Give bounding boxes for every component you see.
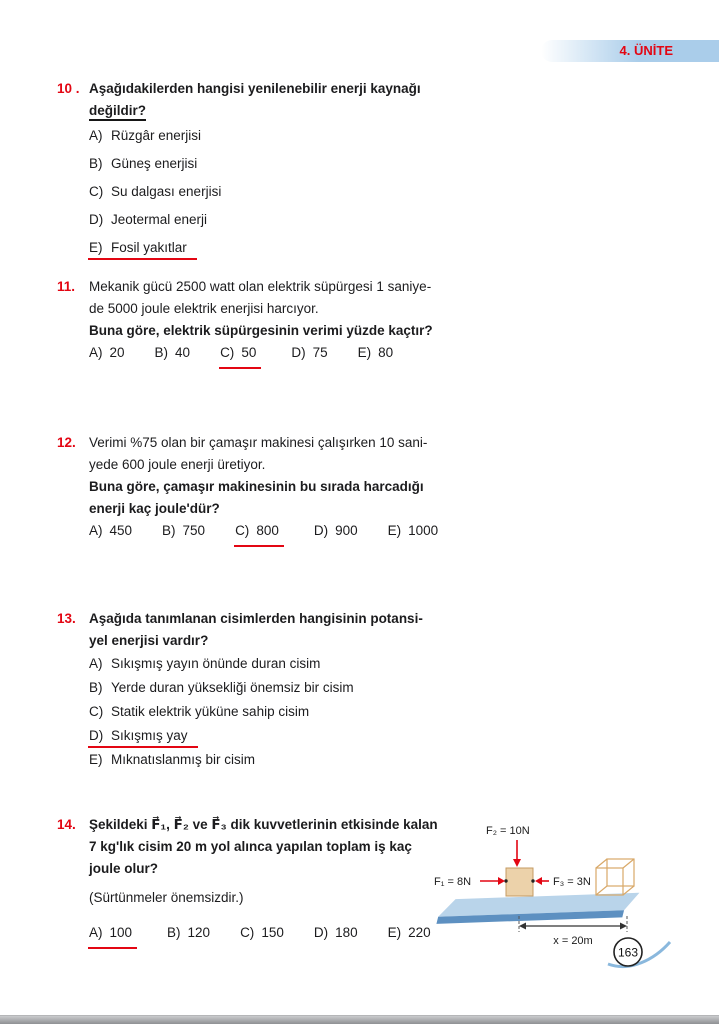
option-label: E) xyxy=(387,925,402,940)
f2-arrow xyxy=(513,840,521,867)
intro-line: Mekanik gücü 2500 watt olan elektrik süpürgesi 1 saniye- xyxy=(89,279,432,294)
option-content xyxy=(88,728,198,748)
option-content xyxy=(89,156,197,171)
option xyxy=(89,700,699,724)
unit-banner xyxy=(541,40,719,62)
option-text: Statik elektrik yüküne sahip cisim xyxy=(111,704,310,719)
option-text: 100 xyxy=(109,925,133,940)
option-label: D) xyxy=(313,523,329,538)
stem-line: Buna göre, elektrik süpürgesinin verimi yüzde kaçtır? xyxy=(89,323,433,338)
question-body xyxy=(89,276,699,369)
page-number-badge xyxy=(600,932,674,974)
question-stem xyxy=(89,608,699,652)
option-label: C) xyxy=(235,523,250,538)
option xyxy=(89,676,699,700)
option-label: C) xyxy=(220,345,235,360)
option-label: C) xyxy=(89,704,104,719)
intro-line: yede 600 joule enerji üretiyor. xyxy=(89,457,266,472)
option xyxy=(314,520,358,547)
stem-line: joule olur? xyxy=(89,861,158,876)
option-label: E) xyxy=(89,240,103,255)
option xyxy=(89,652,699,676)
question-13 xyxy=(57,608,699,772)
stem-line: Buna göre, çamaşır makinesinin bu sırada harcadığı xyxy=(89,479,424,494)
option xyxy=(89,520,132,547)
stem-line: yel enerjisi vardır? xyxy=(89,633,209,648)
question-number: 13. xyxy=(57,611,76,626)
stem-line: Aşağıdakilerden hangisi yenilenebilir enerji kaynağı xyxy=(89,81,421,96)
question-10 xyxy=(57,78,699,262)
option-label: E) xyxy=(357,345,372,360)
option-text: Jeotermal enerji xyxy=(111,212,208,227)
options-list xyxy=(89,122,699,262)
question-body xyxy=(89,608,699,772)
option xyxy=(388,922,431,949)
option-content xyxy=(89,656,320,671)
options-list xyxy=(89,652,699,772)
page-bottom-edge xyxy=(0,1015,719,1024)
option xyxy=(89,122,699,150)
platform xyxy=(436,893,641,924)
option-text: Yerde duran yüksekliği önemsiz bir cisim xyxy=(111,680,354,695)
option-text: 450 xyxy=(109,523,133,538)
stem-line: Aşağıda tanımlanan cisimlerden hangisinin potansi- xyxy=(89,611,423,626)
option-text: Sıkışmış yay xyxy=(111,728,188,743)
option-text: 40 xyxy=(175,345,191,360)
option-content xyxy=(88,240,197,260)
option-content xyxy=(89,212,207,227)
page-number: 163 xyxy=(617,945,639,960)
stem-line: enerji kaç joule'dür? xyxy=(89,501,220,516)
option-text: 120 xyxy=(187,925,211,940)
block xyxy=(506,868,533,896)
option xyxy=(89,342,125,369)
option-text: 220 xyxy=(408,925,431,940)
option-marked-answer xyxy=(219,342,261,369)
option-label: C) xyxy=(89,184,104,199)
option-text: 150 xyxy=(261,925,284,940)
question-intro xyxy=(89,432,699,476)
option xyxy=(89,748,699,772)
option-label: D) xyxy=(89,728,104,743)
target-cube xyxy=(596,859,634,895)
option xyxy=(162,520,205,547)
option-text: Rüzgâr enerjisi xyxy=(111,128,202,143)
option-text: 50 xyxy=(241,345,257,360)
option-text: 75 xyxy=(312,345,328,360)
question-12 xyxy=(57,432,699,547)
option-text: 180 xyxy=(335,925,358,940)
option-label: A) xyxy=(89,656,103,671)
stem-line xyxy=(89,100,699,122)
intro-line: de 5000 joule elektrik enerjisi harcıyor. xyxy=(89,301,319,316)
option-label: A) xyxy=(89,523,103,538)
f3-label: F₃ = 3N xyxy=(553,876,591,888)
option-content xyxy=(89,704,309,719)
option-label: A) xyxy=(89,128,103,143)
question-number: 12. xyxy=(57,435,76,450)
unit-banner-label: 4. ÜNİTE xyxy=(619,43,673,58)
option xyxy=(155,342,191,369)
option-text: Mıknatıslanmış bir cisim xyxy=(111,752,256,767)
option-text: 1000 xyxy=(408,523,439,538)
question-body xyxy=(89,432,699,547)
option xyxy=(89,206,699,234)
options-row xyxy=(89,342,699,369)
option xyxy=(89,150,699,178)
option-text: 800 xyxy=(256,523,279,538)
option-marked-answer xyxy=(89,234,699,262)
distance-label: x = 20m xyxy=(553,935,593,947)
question-11 xyxy=(57,276,699,369)
question-number: 11. xyxy=(57,279,76,294)
options-row xyxy=(89,520,699,547)
option-text: 900 xyxy=(335,523,358,538)
stem-line: 7 kg'lık cisim 20 m yol alınca yapılan toplam iş kaç xyxy=(89,839,412,854)
question-note: (Sürtünmeler önemsizdir.) xyxy=(89,890,244,905)
question-intro xyxy=(89,276,699,320)
block-hook-right xyxy=(531,879,534,882)
option-label: B) xyxy=(154,345,169,360)
option xyxy=(89,178,699,206)
option-marked-answer xyxy=(88,922,137,949)
option xyxy=(314,922,358,949)
question-number: 14. xyxy=(57,817,76,832)
option xyxy=(388,520,439,547)
option-label: D) xyxy=(313,925,329,940)
stem-line: Şekildeki F⃗₁, F⃗₂ ve F⃗₃ dik kuvvetlerinin etkisinde kalan xyxy=(89,817,438,832)
option-text: 750 xyxy=(182,523,206,538)
option xyxy=(167,922,210,949)
stem-underlined-word: değildir? xyxy=(89,103,146,121)
question-stem xyxy=(89,320,699,342)
option-text: Fosil yakıtlar xyxy=(111,240,187,255)
question-body xyxy=(89,78,699,262)
option-label: D) xyxy=(291,345,306,360)
option-text: Güneş enerjisi xyxy=(111,156,198,171)
option xyxy=(358,342,394,369)
option-label: A) xyxy=(89,925,103,940)
f1-arrow xyxy=(480,877,505,885)
option-content xyxy=(89,680,354,695)
option-label: B) xyxy=(89,156,103,171)
question-stem xyxy=(89,476,699,520)
option-label: C) xyxy=(240,925,255,940)
option-label: B) xyxy=(89,680,103,695)
option-text: Su dalgası enerjisi xyxy=(111,184,222,199)
question-number: 10 . xyxy=(57,81,80,96)
option-label: A) xyxy=(89,345,103,360)
option-content xyxy=(89,128,201,143)
option-text: 20 xyxy=(109,345,125,360)
option-text: 80 xyxy=(378,345,394,360)
intro-line: Verimi %75 olan bir çamaşır makinesi çalışırken 10 sani- xyxy=(89,435,428,450)
f1-label: F₁ = 8N xyxy=(434,876,472,888)
option-label: E) xyxy=(89,752,103,767)
f2-label: F₂ = 10N xyxy=(486,825,530,837)
option xyxy=(240,922,284,949)
option-marked-answer xyxy=(89,724,699,748)
option-marked-answer xyxy=(234,520,284,547)
f3-arrow xyxy=(535,877,549,885)
option-label: B) xyxy=(167,925,181,940)
option-label: E) xyxy=(387,523,402,538)
option xyxy=(291,342,327,369)
option-text: Sıkışmış yayın önünde duran cisim xyxy=(111,656,321,671)
option-label: B) xyxy=(162,523,176,538)
option-label: D) xyxy=(89,212,104,227)
option-content xyxy=(89,752,255,767)
question-stem xyxy=(89,78,699,122)
option-content xyxy=(89,184,221,199)
